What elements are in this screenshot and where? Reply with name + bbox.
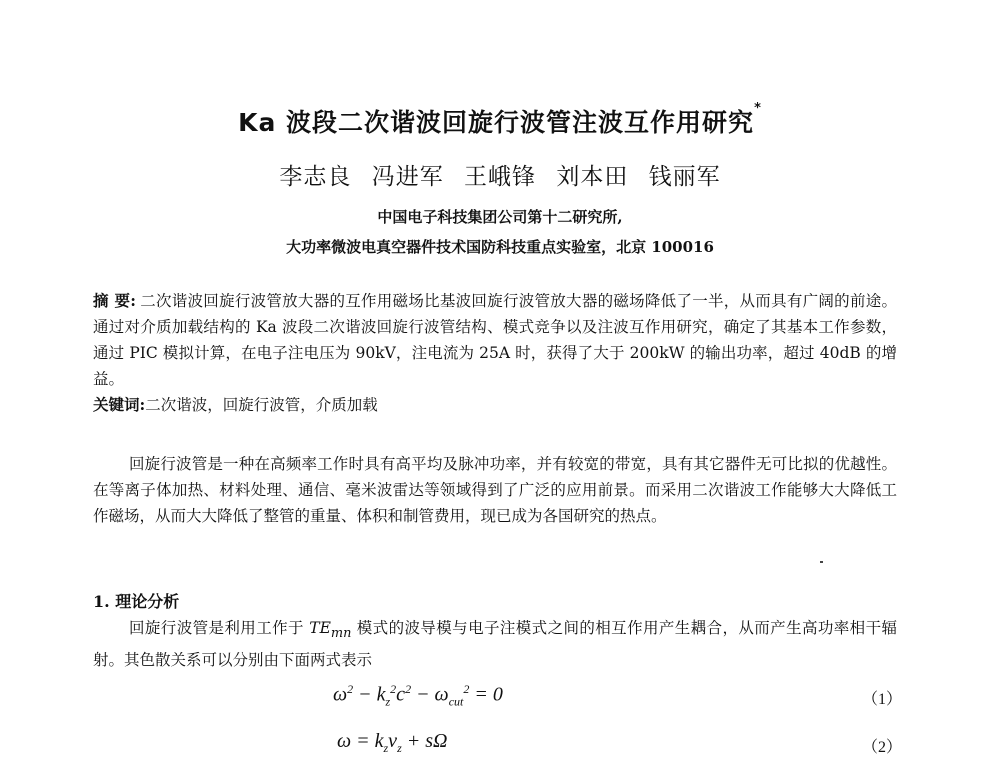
affiliation-line-2: 大功率微波电真空器件技术国防科技重点实验室，北京 100016 [286,238,714,256]
abstract-text: 二次谐波回旋行波管放大器的互作用磁场比基波回旋行波管放大器的磁场降低了一半，从而具有广阔的前途。通过对介质加载结构的 Ka 波段二次谐波回旋行波管结构、模式竞争以及注波互作用研究，确定了其基本工作参数，通过 PIC 模拟计算，在电子注电压为 90kV，注电流为 25A 时，获得了大于 200kW 的输出功率，超过 40dB 的增益。 [93,292,897,388]
introduction-paragraph: 回旋行波管是一种在高频率工作时具有高平均及脉冲功率，并有较宽的带宽，具有其它器件无可比拟的优越性。在等离子体加热、材料处理、通信、毫米波雷达等领域得到了广泛的应用前景。而采用二次谐波工作能够大大降低工作磁场，从而大大降低了整管的重量、体积和制管费用，现已成为各国研究的热点。 [93,455,897,525]
author-name: 刘本田 [556,164,629,190]
equation-1-formula: $\omega^2 - k_z^2c^2 - \omega_{cut}^2 = 0$ [333,682,503,709]
author-name: 李志良 [279,164,352,190]
author-name: 王峨锋 [464,164,536,190]
equation-1 [0,682,1000,714]
mode-symbol: $TE_{mn}$ [309,619,352,642]
author-name: 钱丽军 [648,164,721,190]
abstract-label: 摘 要: [93,291,136,310]
stray-mark [820,561,823,563]
author-name: 冯进军 [371,164,444,190]
equation-2-formula: $\omega = k_zv_z + s\Omega$ [337,730,448,755]
keywords [93,392,897,418]
abstract [93,288,897,392]
equation-1-number: （1） [862,691,903,708]
keywords-text: 二次谐波，回旋行波管，介质加载 [145,396,378,414]
title-footnote-mark: * [754,101,762,116]
theory-paragraph: 回旋行波管是利用工作于 $TE_{mn}$ 模式的波导模与电子注模式之间的相互作用产生耦合，从而产生高功率相干辐射。其色散关系可以分别由下面两式表示 [93,619,897,670]
affiliation-line-1: 中国电子科技集团公司第十二研究所, [377,208,623,226]
author-list [0,158,1000,191]
equation-2-number: （2） [862,739,903,756]
paper-title: Ka 波段二次谐波回旋行波管注波互作用研究* [238,101,762,137]
equation-2 [0,730,1000,762]
keywords-label: 关键词: [93,395,146,414]
section-heading: 1. 理论分析 [93,592,180,611]
